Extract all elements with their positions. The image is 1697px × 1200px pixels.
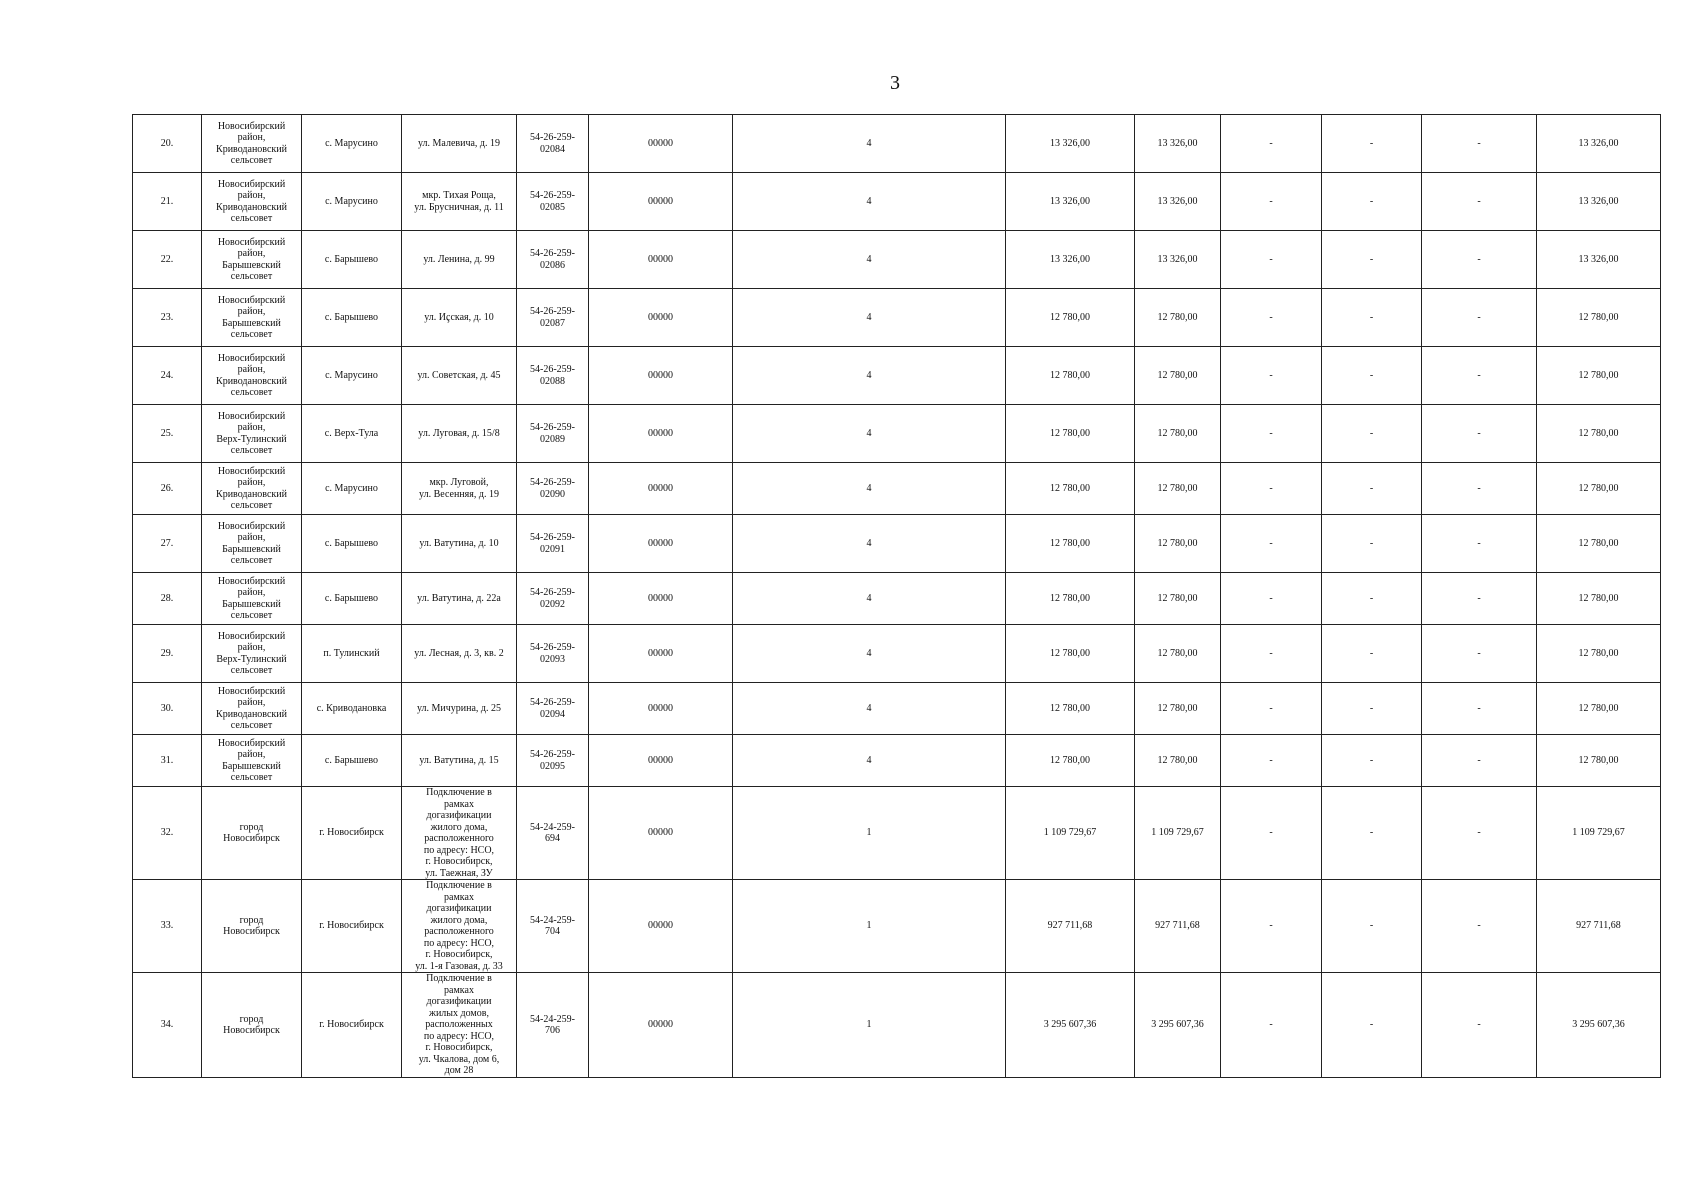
table-row <box>133 405 1661 463</box>
district-cell: Новосибирский район, Криводановский сельсовет <box>202 347 302 405</box>
object-code-cell: 54-26-259- 02085 <box>517 173 589 231</box>
code-cell: 00000 <box>589 787 733 880</box>
dash-cell-1: - <box>1221 735 1322 787</box>
dash-cell-3: - <box>1422 515 1537 573</box>
address-cell: ул. Лесная, д. 3, кв. 2 <box>402 625 517 683</box>
dash-cell-1: - <box>1221 405 1322 463</box>
settlement-cell: с. Верх-Тула <box>302 405 402 463</box>
dash-cell-1: - <box>1221 515 1322 573</box>
page-number: 3 <box>890 72 900 94</box>
amount-cell: 12 780,00 <box>1006 683 1135 735</box>
district-cell: Новосибирский район, Барышевский сельсовет <box>202 515 302 573</box>
dash-cell-2: - <box>1322 289 1422 347</box>
amount-cell-2: 12 780,00 <box>1135 625 1221 683</box>
settlement-cell: с. Марусино <box>302 347 402 405</box>
dash-cell-1: - <box>1221 231 1322 289</box>
amount-cell: 12 780,00 <box>1006 735 1135 787</box>
dash-cell-2: - <box>1322 231 1422 289</box>
dash-cell-1: - <box>1221 173 1322 231</box>
settlement-cell: г. Новосибирск <box>302 787 402 880</box>
code-cell: 00000 <box>589 735 733 787</box>
count-cell: 4 <box>733 173 1006 231</box>
count-cell: 4 <box>733 463 1006 515</box>
settlement-cell: г. Новосибирск <box>302 880 402 973</box>
settlement-cell: г. Новосибирск <box>302 973 402 1078</box>
dash-cell-2: - <box>1322 115 1422 173</box>
dash-cell-3: - <box>1422 573 1537 625</box>
amount-cell: 927 711,68 <box>1006 880 1135 973</box>
count-cell: 4 <box>733 289 1006 347</box>
settlement-cell: с. Марусино <box>302 463 402 515</box>
address-cell: ул. Мичурина, д. 25 <box>402 683 517 735</box>
amount-cell-2: 12 780,00 <box>1135 515 1221 573</box>
settlement-cell: с. Марусино <box>302 173 402 231</box>
dash-cell-2: - <box>1322 405 1422 463</box>
amount-cell-2: 1 109 729,67 <box>1135 787 1221 880</box>
table-row <box>133 625 1661 683</box>
table-row <box>133 289 1661 347</box>
amount-cell-2: 12 780,00 <box>1135 735 1221 787</box>
amount-cell: 13 326,00 <box>1006 231 1135 289</box>
dash-cell-3: - <box>1422 347 1537 405</box>
dash-cell-2: - <box>1322 735 1422 787</box>
row-number-cell: 24. <box>133 347 202 405</box>
dash-cell-2: - <box>1322 973 1422 1078</box>
dash-cell-3: - <box>1422 683 1537 735</box>
dash-cell-2: - <box>1322 880 1422 973</box>
table-row <box>133 973 1661 1078</box>
address-cell: мкр. Тихая Роща, ул. Брусничная, д. 11 <box>402 173 517 231</box>
object-code-cell: 54-26-259- 02091 <box>517 515 589 573</box>
table-row <box>133 683 1661 735</box>
dash-cell-1: - <box>1221 463 1322 515</box>
row-number-cell: 21. <box>133 173 202 231</box>
dash-cell-2: - <box>1322 173 1422 231</box>
dash-cell-1: - <box>1221 289 1322 347</box>
code-cell: 00000 <box>589 173 733 231</box>
row-number-cell: 32. <box>133 787 202 880</box>
row-number-cell: 34. <box>133 973 202 1078</box>
total-cell: 12 780,00 <box>1537 289 1661 347</box>
dash-cell-3: - <box>1422 625 1537 683</box>
count-cell: 1 <box>733 880 1006 973</box>
amount-cell-2: 12 780,00 <box>1135 405 1221 463</box>
code-cell: 00000 <box>589 405 733 463</box>
code-cell: 00000 <box>589 231 733 289</box>
total-cell: 13 326,00 <box>1537 115 1661 173</box>
object-code-cell: 54-24-259- 706 <box>517 973 589 1078</box>
code-cell: 00000 <box>589 625 733 683</box>
district-cell: Новосибирский район, Криводановский сельсовет <box>202 463 302 515</box>
total-cell: 12 780,00 <box>1537 515 1661 573</box>
dash-cell-1: - <box>1221 625 1322 683</box>
amount-cell-2: 927 711,68 <box>1135 880 1221 973</box>
dash-cell-3: - <box>1422 405 1537 463</box>
dash-cell-1: - <box>1221 880 1322 973</box>
dash-cell-3: - <box>1422 173 1537 231</box>
amount-cell: 12 780,00 <box>1006 625 1135 683</box>
amount-cell: 12 780,00 <box>1006 515 1135 573</box>
district-cell: Новосибирский район, Криводановский сельсовет <box>202 683 302 735</box>
dash-cell-3: - <box>1422 880 1537 973</box>
dash-cell-3: - <box>1422 973 1537 1078</box>
count-cell: 4 <box>733 573 1006 625</box>
amount-cell: 3 295 607,36 <box>1006 973 1135 1078</box>
code-cell: 00000 <box>589 115 733 173</box>
amount-cell-2: 3 295 607,36 <box>1135 973 1221 1078</box>
table-row <box>133 115 1661 173</box>
amount-cell-2: 12 780,00 <box>1135 463 1221 515</box>
total-cell: 13 326,00 <box>1537 231 1661 289</box>
data-table <box>132 114 1661 1078</box>
count-cell: 1 <box>733 787 1006 880</box>
district-cell: Новосибирский район, Верх-Тулинский сельсовет <box>202 625 302 683</box>
total-cell: 1 109 729,67 <box>1537 787 1661 880</box>
amount-cell: 13 326,00 <box>1006 115 1135 173</box>
dash-cell-3: - <box>1422 231 1537 289</box>
object-code-cell: 54-26-259- 02086 <box>517 231 589 289</box>
district-cell: Новосибирский район, Барышевский сельсовет <box>202 289 302 347</box>
dash-cell-2: - <box>1322 515 1422 573</box>
object-code-cell: 54-24-259- 694 <box>517 787 589 880</box>
dash-cell-2: - <box>1322 463 1422 515</box>
address-cell: мкр. Луговой, ул. Весенняя, д. 19 <box>402 463 517 515</box>
settlement-cell: с. Барышево <box>302 289 402 347</box>
total-cell: 12 780,00 <box>1537 573 1661 625</box>
code-cell: 00000 <box>589 289 733 347</box>
settlement-cell: с. Барышево <box>302 735 402 787</box>
dash-cell-1: - <box>1221 683 1322 735</box>
row-number-cell: 33. <box>133 880 202 973</box>
table-row <box>133 735 1661 787</box>
settlement-cell: с. Барышево <box>302 515 402 573</box>
table-body <box>133 115 1661 1078</box>
dash-cell-3: - <box>1422 115 1537 173</box>
settlement-cell: п. Тулинский <box>302 625 402 683</box>
code-cell: 00000 <box>589 973 733 1078</box>
count-cell: 1 <box>733 973 1006 1078</box>
object-code-cell: 54-24-259- 704 <box>517 880 589 973</box>
address-cell: Подключение в рамках догазификации жилых домов, расположенных по адресу: НСО, г. Новосибирск, ул. Чкалова, дом 6, дом 28 <box>402 973 517 1078</box>
district-cell: Новосибирский район, Барышевский сельсовет <box>202 231 302 289</box>
address-cell: ул. Ватутина, д. 15 <box>402 735 517 787</box>
count-cell: 4 <box>733 515 1006 573</box>
table-row <box>133 463 1661 515</box>
dash-cell-1: - <box>1221 973 1322 1078</box>
address-cell: Подключение в рамках догазификации жилого дома, расположенного по адресу: НСО, г. Новосибирск, ул. 1-я Газовая, д. 33 <box>402 880 517 973</box>
count-cell: 4 <box>733 115 1006 173</box>
row-number-cell: 31. <box>133 735 202 787</box>
amount-cell-2: 12 780,00 <box>1135 347 1221 405</box>
row-number-cell: 25. <box>133 405 202 463</box>
district-cell: город Новосибирск <box>202 973 302 1078</box>
dash-cell-3: - <box>1422 289 1537 347</box>
dash-cell-1: - <box>1221 787 1322 880</box>
district-cell: Новосибирский район, Криводановский сельсовет <box>202 115 302 173</box>
district-cell: город Новосибирск <box>202 880 302 973</box>
amount-cell: 12 780,00 <box>1006 573 1135 625</box>
address-cell: ул. Ленина, д. 99 <box>402 231 517 289</box>
table-row <box>133 787 1661 880</box>
code-cell: 00000 <box>589 347 733 405</box>
code-cell: 00000 <box>589 463 733 515</box>
count-cell: 4 <box>733 405 1006 463</box>
address-cell: ул. Ватутина, д. 22а <box>402 573 517 625</box>
amount-cell-2: 13 326,00 <box>1135 231 1221 289</box>
address-cell: ул. Иҫская, д. 10 <box>402 289 517 347</box>
district-cell: город Новосибирск <box>202 787 302 880</box>
dash-cell-2: - <box>1322 347 1422 405</box>
address-cell: ул. Советская, д. 45 <box>402 347 517 405</box>
settlement-cell: с. Криводановка <box>302 683 402 735</box>
count-cell: 4 <box>733 231 1006 289</box>
object-code-cell: 54-26-259- 02084 <box>517 115 589 173</box>
address-cell: ул. Ватутина, д. 10 <box>402 515 517 573</box>
amount-cell: 1 109 729,67 <box>1006 787 1135 880</box>
total-cell: 12 780,00 <box>1537 683 1661 735</box>
object-code-cell: 54-26-259- 02095 <box>517 735 589 787</box>
count-cell: 4 <box>733 683 1006 735</box>
table-row <box>133 347 1661 405</box>
object-code-cell: 54-26-259- 02094 <box>517 683 589 735</box>
settlement-cell: с. Барышево <box>302 231 402 289</box>
amount-cell-2: 12 780,00 <box>1135 573 1221 625</box>
total-cell: 12 780,00 <box>1537 347 1661 405</box>
code-cell: 00000 <box>589 515 733 573</box>
address-cell: Подключение в рамках догазификации жилого дома, расположенного по адресу: НСО, г. Новосибирск, ул. Таежная, ЗУ <box>402 787 517 880</box>
amount-cell-2: 13 326,00 <box>1135 173 1221 231</box>
amount-cell-2: 12 780,00 <box>1135 683 1221 735</box>
amount-cell: 12 780,00 <box>1006 347 1135 405</box>
object-code-cell: 54-26-259- 02089 <box>517 405 589 463</box>
table-row <box>133 231 1661 289</box>
table-row <box>133 515 1661 573</box>
total-cell: 12 780,00 <box>1537 735 1661 787</box>
row-number-cell: 20. <box>133 115 202 173</box>
amount-cell: 13 326,00 <box>1006 173 1135 231</box>
row-number-cell: 26. <box>133 463 202 515</box>
total-cell: 3 295 607,36 <box>1537 973 1661 1078</box>
settlement-cell: с. Марусино <box>302 115 402 173</box>
count-cell: 4 <box>733 625 1006 683</box>
dash-cell-2: - <box>1322 787 1422 880</box>
address-cell: ул. Луговая, д. 15/8 <box>402 405 517 463</box>
table-row <box>133 573 1661 625</box>
district-cell: Новосибирский район, Верх-Тулинский сельсовет <box>202 405 302 463</box>
count-cell: 4 <box>733 735 1006 787</box>
district-cell: Новосибирский район, Барышевский сельсовет <box>202 573 302 625</box>
row-number-cell: 22. <box>133 231 202 289</box>
table-row <box>133 880 1661 973</box>
code-cell: 00000 <box>589 683 733 735</box>
dash-cell-2: - <box>1322 683 1422 735</box>
district-cell: Новосибирский район, Криводановский сельсовет <box>202 173 302 231</box>
row-number-cell: 27. <box>133 515 202 573</box>
amount-cell: 12 780,00 <box>1006 405 1135 463</box>
row-number-cell: 30. <box>133 683 202 735</box>
district-cell: Новосибирский район, Барышевский сельсовет <box>202 735 302 787</box>
count-cell: 4 <box>733 347 1006 405</box>
code-cell: 00000 <box>589 573 733 625</box>
object-code-cell: 54-26-259- 02087 <box>517 289 589 347</box>
total-cell: 13 326,00 <box>1537 173 1661 231</box>
total-cell: 12 780,00 <box>1537 625 1661 683</box>
code-cell: 00000 <box>589 880 733 973</box>
object-code-cell: 54-26-259- 02092 <box>517 573 589 625</box>
dash-cell-2: - <box>1322 573 1422 625</box>
dash-cell-3: - <box>1422 735 1537 787</box>
amount-cell: 12 780,00 <box>1006 289 1135 347</box>
amount-cell-2: 12 780,00 <box>1135 289 1221 347</box>
object-code-cell: 54-26-259- 02088 <box>517 347 589 405</box>
dash-cell-2: - <box>1322 625 1422 683</box>
row-number-cell: 23. <box>133 289 202 347</box>
dash-cell-1: - <box>1221 347 1322 405</box>
row-number-cell: 28. <box>133 573 202 625</box>
object-code-cell: 54-26-259- 02090 <box>517 463 589 515</box>
dash-cell-3: - <box>1422 463 1537 515</box>
amount-cell: 12 780,00 <box>1006 463 1135 515</box>
total-cell: 12 780,00 <box>1537 405 1661 463</box>
object-code-cell: 54-26-259- 02093 <box>517 625 589 683</box>
total-cell: 12 780,00 <box>1537 463 1661 515</box>
settlement-cell: с. Барышево <box>302 573 402 625</box>
table-row <box>133 173 1661 231</box>
row-number-cell: 29. <box>133 625 202 683</box>
dash-cell-1: - <box>1221 573 1322 625</box>
total-cell: 927 711,68 <box>1537 880 1661 973</box>
amount-cell-2: 13 326,00 <box>1135 115 1221 173</box>
dash-cell-3: - <box>1422 787 1537 880</box>
dash-cell-1: - <box>1221 115 1322 173</box>
address-cell: ул. Малевича, д. 19 <box>402 115 517 173</box>
